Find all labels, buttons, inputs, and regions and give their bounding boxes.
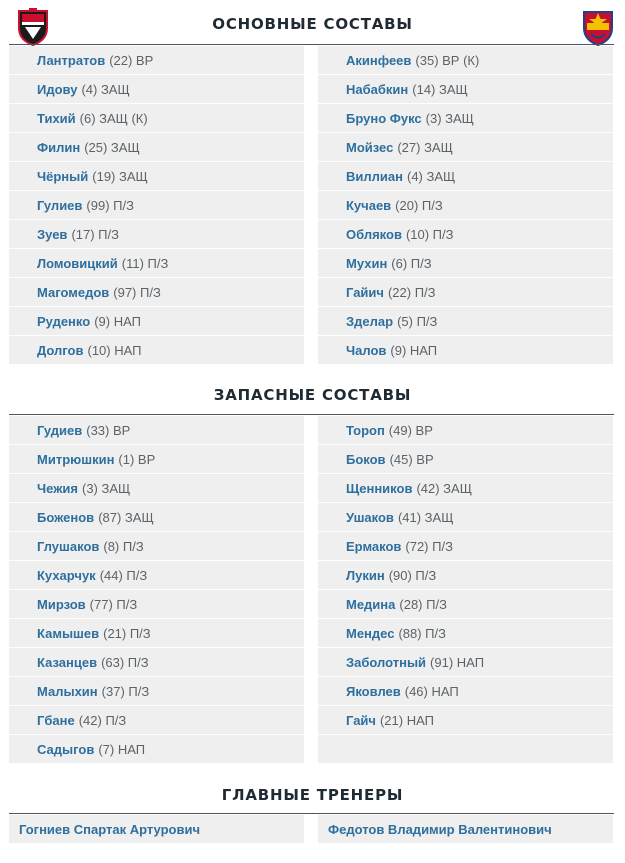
player-number-position: (46) НАП [404,683,459,699]
list-item [9,220,304,248]
away-starters-list [318,46,613,365]
away-subs-list [318,416,613,764]
player-number-position: (99) П/З [86,197,134,213]
player-number-position: (33) ВР [86,422,131,438]
list-item [9,75,304,103]
player-name-link[interactable]: Лукин [346,567,385,583]
list-item [318,416,613,444]
player-number-position: (63) П/З [101,654,149,670]
list-item [318,445,613,473]
player-number-position: (1) ВР [118,451,156,467]
list-item [9,561,304,589]
home-coach-list [9,815,304,844]
list-item [9,336,304,364]
player-name-link[interactable]: Малыхин [37,683,98,699]
player-name-link[interactable]: Тихий [37,110,76,126]
player-name-link[interactable]: Чалов [346,342,387,358]
player-number-position: (49) ВР [388,422,433,438]
player-number-position: (77) П/З [89,596,138,612]
player-name-link[interactable]: Гайч [346,712,376,728]
list-item [9,474,304,502]
player-number-position: (7) НАП [98,741,146,757]
home-starters-list [9,46,304,365]
player-number-position: (90) П/З [388,567,437,583]
player-name-link[interactable]: Акинфеев [346,52,412,68]
player-name-link[interactable]: Набабкин [346,81,409,97]
player-name-link[interactable]: Обляков [346,226,402,242]
player-number-position: (42) П/З [78,712,127,728]
player-number-position: (8) П/З [103,538,144,554]
player-name-link[interactable]: Ермаков [346,538,402,554]
player-number-position: (20) П/З [395,197,443,213]
player-name-link[interactable]: Виллиан [346,168,403,184]
list-item [9,133,304,161]
coaches-title: ГЛАВНЫЕ ТРЕНЕРЫ [221,786,404,804]
player-name-link[interactable]: Лантратов [37,52,106,68]
player-name-link[interactable]: Кухарчук [37,567,96,583]
subs-title: ЗАПАСНЫЕ СОСТАВЫ [213,386,412,404]
player-name-link[interactable]: Зуев [37,226,68,242]
list-item [318,532,613,560]
list-item [318,590,613,618]
list-item [9,503,304,531]
list-item [318,677,613,705]
section-divider [9,813,614,814]
player-name-link[interactable]: Садыгов [37,741,95,757]
player-name-link[interactable]: Щенников [346,480,413,496]
list-item [318,619,613,647]
player-number-position: (17) П/З [71,226,119,242]
section-divider [9,414,614,415]
player-name-link[interactable]: Мирзов [37,596,86,612]
player-name-link[interactable]: Мухин [346,255,388,271]
player-number-position: (3) ЗАЩ [425,110,474,126]
player-number-position: (4) ЗАЩ [81,81,130,97]
list-item [318,561,613,589]
list-item [318,336,613,364]
list-item [9,46,304,74]
player-number-position: (45) ВР [389,451,434,467]
list-item [318,104,613,132]
list-item [9,162,304,190]
player-number-position: (25) ЗАЩ [84,139,140,155]
player-name-link[interactable]: Ломовицкий [37,255,118,271]
starters-title: ОСНОВНЫЕ СОСТАВЫ [212,15,413,33]
player-name-link[interactable]: Боков [346,451,386,467]
home-subs-list [9,416,304,764]
player-name-link[interactable]: Боженов [37,509,95,525]
player-name-link[interactable]: Бруно Фукс [346,110,422,126]
player-number-position: (42) ЗАЩ [416,480,472,496]
list-item [9,706,304,734]
player-name-link[interactable]: Долгов [37,342,84,358]
coach-name-link[interactable]: Федотов Владимир Валентинович [328,821,552,837]
player-number-position: (91) НАП [430,654,485,670]
player-name-link[interactable]: Камышев [37,625,100,641]
list-item [318,815,613,843]
list-item [9,307,304,335]
list-item [9,191,304,219]
player-number-position: (41) ЗАЩ [397,509,454,525]
player-number-position: (9) НАП [94,313,141,329]
list-item [318,706,613,734]
list-item [9,278,304,306]
player-number-position: (22) П/З [387,284,436,300]
player-number-position: (97) П/З [113,284,161,300]
list-item [9,815,304,843]
player-name-link[interactable]: Гудиев [37,422,83,438]
player-number-position: (4) ЗАЩ [406,168,456,184]
list-item [9,648,304,676]
player-name-link[interactable]: Магомедов [37,284,110,300]
player-number-position: (72) П/З [405,538,453,554]
list-item [318,474,613,502]
player-name-link[interactable]: Зделар [346,313,394,329]
player-number-position: (37) П/З [101,683,150,699]
player-name-link[interactable]: Мендес [346,625,395,641]
player-name-link[interactable]: Мойзес [346,139,394,155]
list-item [318,75,613,103]
player-name-link[interactable]: Казанцев [37,654,98,670]
list-item [9,445,304,473]
list-item [9,104,304,132]
player-number-position: (11) П/З [121,255,169,271]
list-item [318,191,613,219]
list-item [318,278,613,306]
player-number-position: (10) НАП [87,342,142,358]
list-item [318,220,613,248]
player-name-link[interactable]: Руденко [37,313,91,329]
player-number-position: (5) П/З [397,313,438,329]
player-number-position: (35) ВР (К) [415,52,480,68]
list-item [9,532,304,560]
player-name-link[interactable]: Глушаков [37,538,100,554]
list-item [9,619,304,647]
player-number-position: (3) ЗАЩ [82,480,131,496]
list-item [9,735,304,763]
list-item [9,590,304,618]
player-number-position: (87) ЗАЩ [98,509,154,525]
player-name-link[interactable]: Чежия [37,480,78,496]
list-item [318,648,613,676]
list-item [318,503,613,531]
player-number-position: (9) НАП [390,342,438,358]
player-number-position: (6) ЗАЩ (К) [79,110,148,126]
list-item [318,133,613,161]
player-name-link[interactable]: Филин [37,139,81,155]
list-item [9,249,304,277]
list-item [318,46,613,74]
player-name-link[interactable]: Яковлев [346,683,401,699]
list-item [9,677,304,705]
player-name-link[interactable]: Гулиев [37,197,83,213]
player-name-link[interactable]: Гайич [346,284,384,300]
player-name-link[interactable]: Кучаев [346,197,392,213]
section-divider [9,44,614,45]
player-number-position: (44) П/З [99,567,148,583]
player-name-link[interactable]: Тороп [346,422,385,438]
player-name-link[interactable]: Митрюшкин [37,451,115,467]
player-name-link[interactable]: Чёрный [37,168,89,184]
coach-name-link[interactable]: Гогниев Спартак Артурович [19,821,201,837]
list-item [9,416,304,444]
list-item [318,162,613,190]
player-number-position: (14) ЗАЩ [412,81,468,97]
player-name-link[interactable]: Медина [346,596,396,612]
list-item [318,307,613,335]
player-number-position: (22) ВР [109,52,154,68]
player-name-link[interactable]: Идову [37,81,78,97]
player-name-link[interactable]: Заболотный [346,654,427,670]
player-name-link[interactable]: Ушаков [346,509,394,525]
player-number-position: (21) НАП [379,712,434,728]
player-number-position: (10) П/З [405,226,454,242]
empty-list-item [318,735,613,763]
player-number-position: (88) П/З [398,625,446,641]
player-number-position: (19) ЗАЩ [92,168,148,184]
away-coach-list [318,815,613,844]
player-number-position: (27) ЗАЩ [397,139,453,155]
player-number-position: (28) П/З [399,596,447,612]
player-number-position: (6) П/З [391,255,432,271]
list-item [318,249,613,277]
player-number-position: (21) П/З [103,625,151,641]
player-name-link[interactable]: Гбане [37,712,75,728]
